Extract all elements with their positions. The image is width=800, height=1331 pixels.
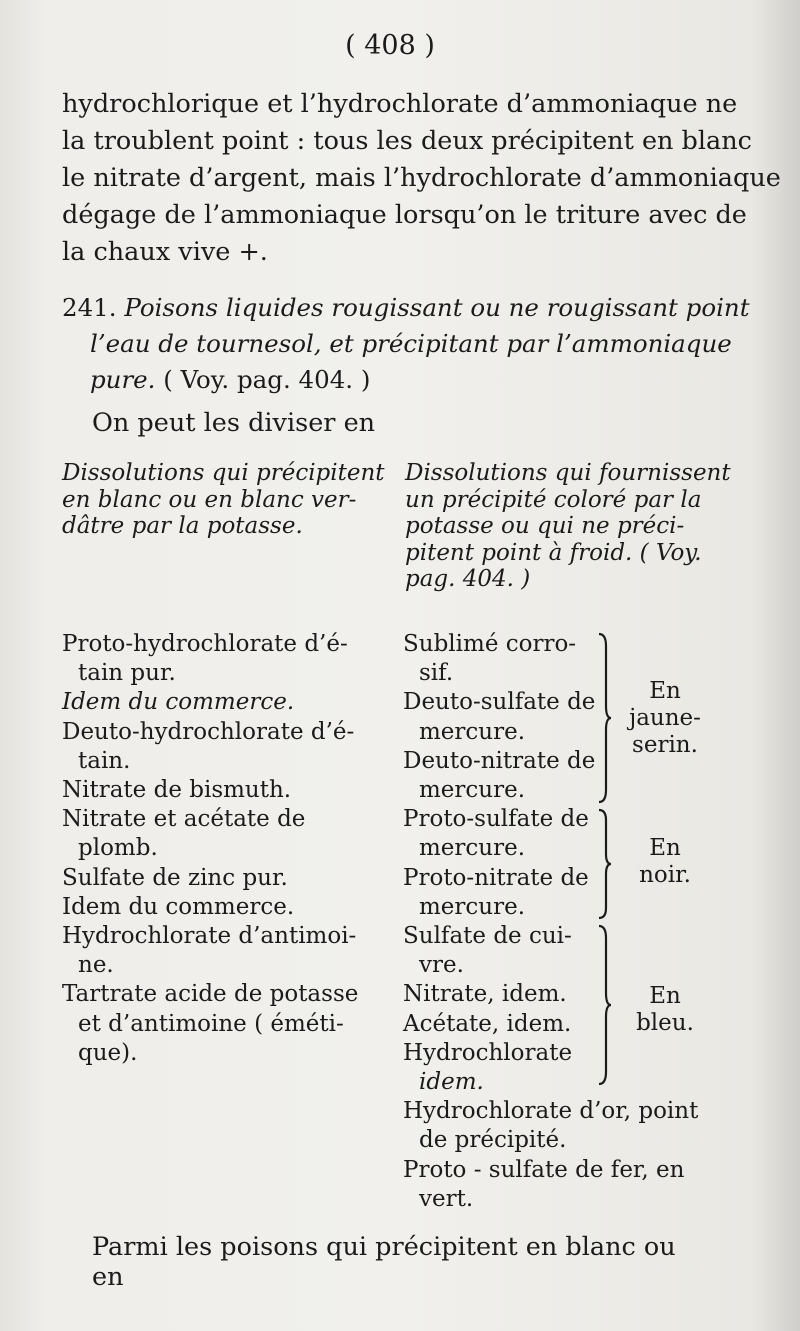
opening-paragraph — [62, 86, 781, 271]
list-item: Tartrate acide de potasse — [62, 981, 359, 1008]
list-item: vre. — [419, 952, 464, 979]
section-number: 241. — [62, 293, 117, 322]
section-intro: On peut les diviser en — [92, 408, 376, 438]
heading-line: pag. 404. ) — [405, 566, 531, 592]
list-item: que). — [78, 1039, 138, 1066]
list-item: Nitrate et acétate de — [62, 806, 306, 833]
list-item: ne. — [78, 952, 114, 979]
left-poison-list — [62, 630, 380, 1068]
list-item: tain pur. — [78, 660, 176, 687]
group-label-line: noir. — [639, 862, 691, 888]
list-item: sif. — [419, 660, 454, 687]
heading-line: pitent point à froid. ( Voy. — [405, 539, 702, 566]
closing-line: Parmi les poisons qui précipitent en blanc ou en — [92, 1232, 676, 1292]
list-item: Deuto-hydrochlorate d’é- — [62, 718, 355, 745]
group-label-line: jaune- — [629, 705, 701, 731]
group-label-bleu — [620, 983, 710, 1037]
list-item: Hydrochlorate d’antimoi- — [62, 923, 357, 950]
list-item: Acétate, idem. — [403, 1010, 572, 1037]
list-item: et d’antimoine ( éméti- — [78, 1010, 344, 1037]
paragraph-line: la chaux vive +. — [62, 237, 268, 267]
list-item: tain. — [78, 747, 131, 774]
paragraph-line: la troublent point : tous les deux précipitent en blanc — [62, 126, 752, 156]
heading-line: potasse ou qui ne préci- — [405, 513, 685, 539]
section-heading — [62, 290, 750, 398]
brace-jaune — [596, 632, 610, 804]
paragraph-line: dégage de l’ammoniaque lorsqu’on le triture avec de — [62, 200, 747, 230]
page-number: ( 408 ) — [345, 30, 435, 61]
brace-noir — [596, 808, 610, 920]
list-item: Nitrate, idem. — [403, 981, 567, 1008]
group-label-line: En — [649, 678, 681, 704]
group-label-noir — [620, 835, 710, 889]
list-item: mercure. — [419, 893, 526, 920]
list-item: de précipité. — [419, 1127, 567, 1154]
heading-line: dâtre par la potasse. — [62, 513, 303, 539]
section-reference: ( Voy. pag. 404. ) — [163, 365, 371, 394]
group-label-line: En — [649, 835, 681, 861]
list-item: Nitrate de bismuth. — [62, 777, 292, 804]
list-item: Sublimé corro- — [403, 631, 577, 657]
list-item: Idem du commerce. — [62, 893, 295, 920]
list-item: Idem du commerce. — [62, 689, 295, 716]
heading-line: un précipité coloré par la — [405, 486, 702, 513]
heading-line: en blanc ou en blanc ver- — [62, 486, 357, 513]
list-item: Proto-nitrate de — [403, 864, 589, 891]
list-item: mercure. — [419, 718, 526, 745]
paragraph-line: le nitrate d’argent, mais l’hydrochlorate d’ammoniaque — [62, 163, 781, 193]
list-item: Deuto-sulfate de — [403, 689, 596, 716]
right-column-heading — [405, 460, 731, 593]
section-title-line: pure. — [90, 365, 156, 394]
list-item: mercure. — [419, 777, 526, 804]
list-item: plomb. — [78, 835, 158, 862]
list-item: vert. — [419, 1185, 474, 1212]
section-title-line: Poisons liquides rougissant ou ne rougissant point — [124, 293, 750, 322]
heading-line: Dissolutions qui précipitent — [62, 460, 385, 486]
list-item: mercure. — [419, 835, 526, 862]
group-label-line: bleu. — [636, 1010, 694, 1036]
list-item: Deuto-nitrate de — [403, 747, 596, 774]
group-label-jaune — [620, 678, 710, 759]
list-item: Proto - sulfate de fer, en — [403, 1156, 685, 1183]
heading-line: Dissolutions qui fournissent — [405, 460, 731, 486]
left-column-heading — [62, 460, 385, 540]
list-item: Hydrochlorate — [403, 1039, 573, 1066]
paragraph-line: hydrochlorique et l’hydrochlorate d’ammoniaque ne — [62, 89, 738, 119]
group-label-line: En — [649, 983, 681, 1009]
list-item: Proto-hydrochlorate d’é- — [62, 631, 348, 657]
list-item: idem. — [419, 1069, 484, 1096]
list-item: Sulfate de cui- — [403, 923, 572, 950]
list-item: Hydrochlorate d’or, point — [403, 1098, 699, 1125]
list-item: Sulfate de zinc pur. — [62, 864, 288, 891]
section-title-line: l’eau de tournesol, et précipitant par l’ammoniaque — [90, 329, 732, 358]
list-item: Proto-sulfate de — [403, 806, 589, 833]
brace-bleu — [596, 924, 610, 1086]
group-label-line: serin. — [632, 732, 698, 758]
